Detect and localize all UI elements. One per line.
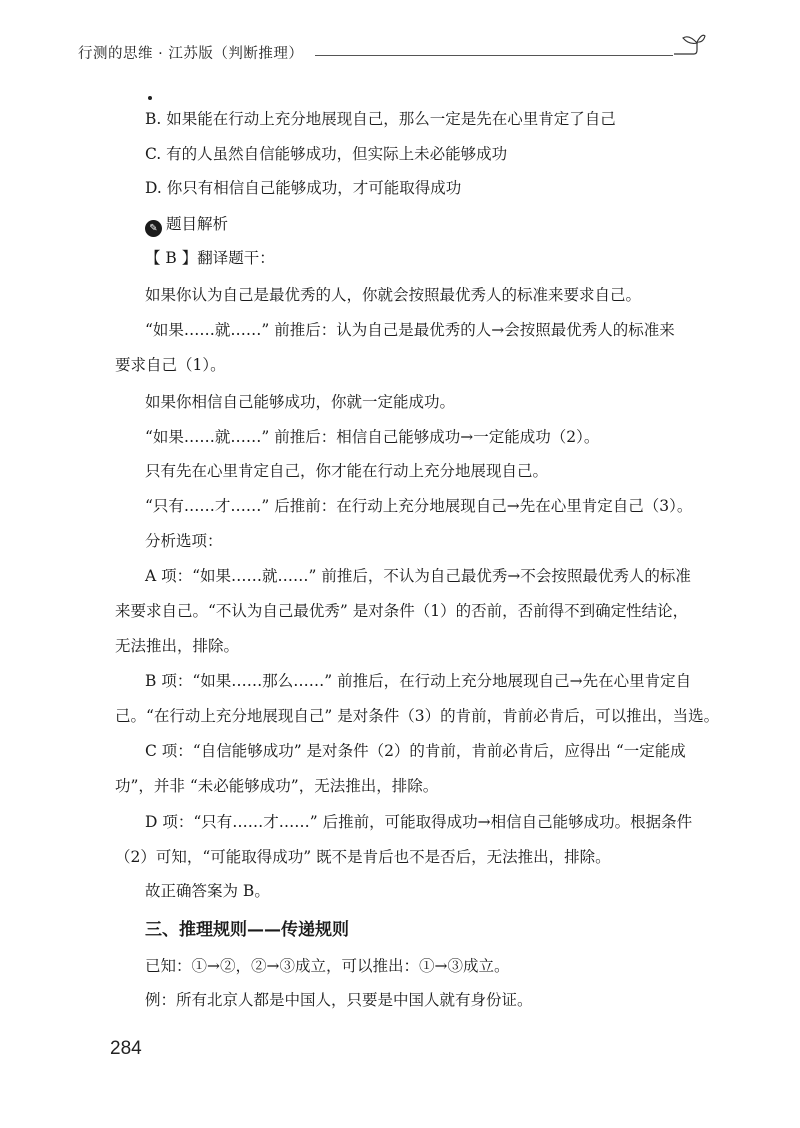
rule-1-line-2: 要求自己（1）。 [115, 356, 226, 374]
conclusion: 故正确答案为 B。 [145, 882, 270, 900]
option-a-analysis-line-2: 来要求自己。“不认为自己最优秀” 是对条件（1）的否前，否前得不到确定性结论， [115, 602, 689, 620]
running-header-title: 行测的思维 · 江苏版（判断推理） [78, 46, 304, 62]
option-c-analysis-line-1: C 项：“自信能够成功” 是对条件（2）的肯前，肯前必肯后，应得出 “一定能成 [145, 742, 686, 760]
option-d: D. 你只有相信自己能够成功，才可能取得成功 [145, 179, 462, 197]
option-b-analysis-line-1: B 项：“如果……那么……” 前推后，在行动上充分地展现自己→先在心里肯定自 [145, 672, 692, 690]
option-a-analysis-line-1: A 项：“如果……就……” 前推后，不认为自己最优秀→不会按照最优秀人的标准 [145, 567, 691, 585]
analysis-title: 题目解析 [166, 215, 229, 233]
option-b-analysis-line-2: 己。“在行动上充分地展现自己” 是对条件（3）的肯前，肯前必肯后，可以推出，当选。 [115, 707, 720, 725]
rule-3: “只有……才……” 后推前：在行动上充分地展现自己→先在心里肯定自己（3）。 [145, 497, 693, 515]
rule-1-line-1: “如果……就……” 前推后：认为自己是最优秀的人→会按照最优秀人的标准来 [145, 321, 675, 339]
analysis-heading [145, 214, 228, 237]
stem-3: 只有先在心里肯定自己，你才能在行动上充分地展现自己。 [145, 462, 549, 480]
stray-dot [148, 96, 152, 100]
analyze-options-label: 分析选项： [145, 532, 223, 550]
stem-1: 如果你认为自己是最优秀的人，你就会按照最优秀人的标准来要求自己。 [145, 286, 642, 304]
option-c: C. 有的人虽然自信能够成功，但实际上未必能够成功 [145, 145, 508, 163]
option-b: B. 如果能在行动上充分地展现自己，那么一定是先在心里肯定了自己 [145, 110, 616, 128]
sprout-icon [672, 30, 706, 60]
header-rule [315, 55, 673, 56]
option-a-analysis-line-3: 无法推出，排除。 [115, 637, 240, 655]
section-3-heading: 三、推理规则——传递规则 [145, 920, 349, 940]
option-d-analysis-line-2: （2）可知，“可能取得成功” 既不是肯后也不是否后，无法推出，排除。 [115, 848, 611, 866]
page-number: 284 [110, 1038, 142, 1059]
option-d-analysis-line-1: D 项：“只有……才……” 后推前，可能取得成功→相信自己能够成功。根据条件 [145, 813, 693, 831]
rule-2: “如果……就……” 前推后：相信自己能够成功→一定能成功（2）。 [145, 428, 600, 446]
example: 例：所有北京人都是中国人，只要是中国人就有身份证。 [145, 991, 533, 1009]
option-c-analysis-line-2: 功”，并非 “未必能够成功”，无法推出，排除。 [115, 777, 439, 795]
analysis-pen-icon: ✎ [145, 220, 162, 237]
stem-2: 如果你相信自己能够成功，你就一定能成功。 [145, 393, 456, 411]
answer-tag: 【 B 】翻译题干： [145, 249, 275, 267]
transitive-rule: 已知：①→②，②→③成立，可以推出：①→③成立。 [145, 957, 510, 975]
